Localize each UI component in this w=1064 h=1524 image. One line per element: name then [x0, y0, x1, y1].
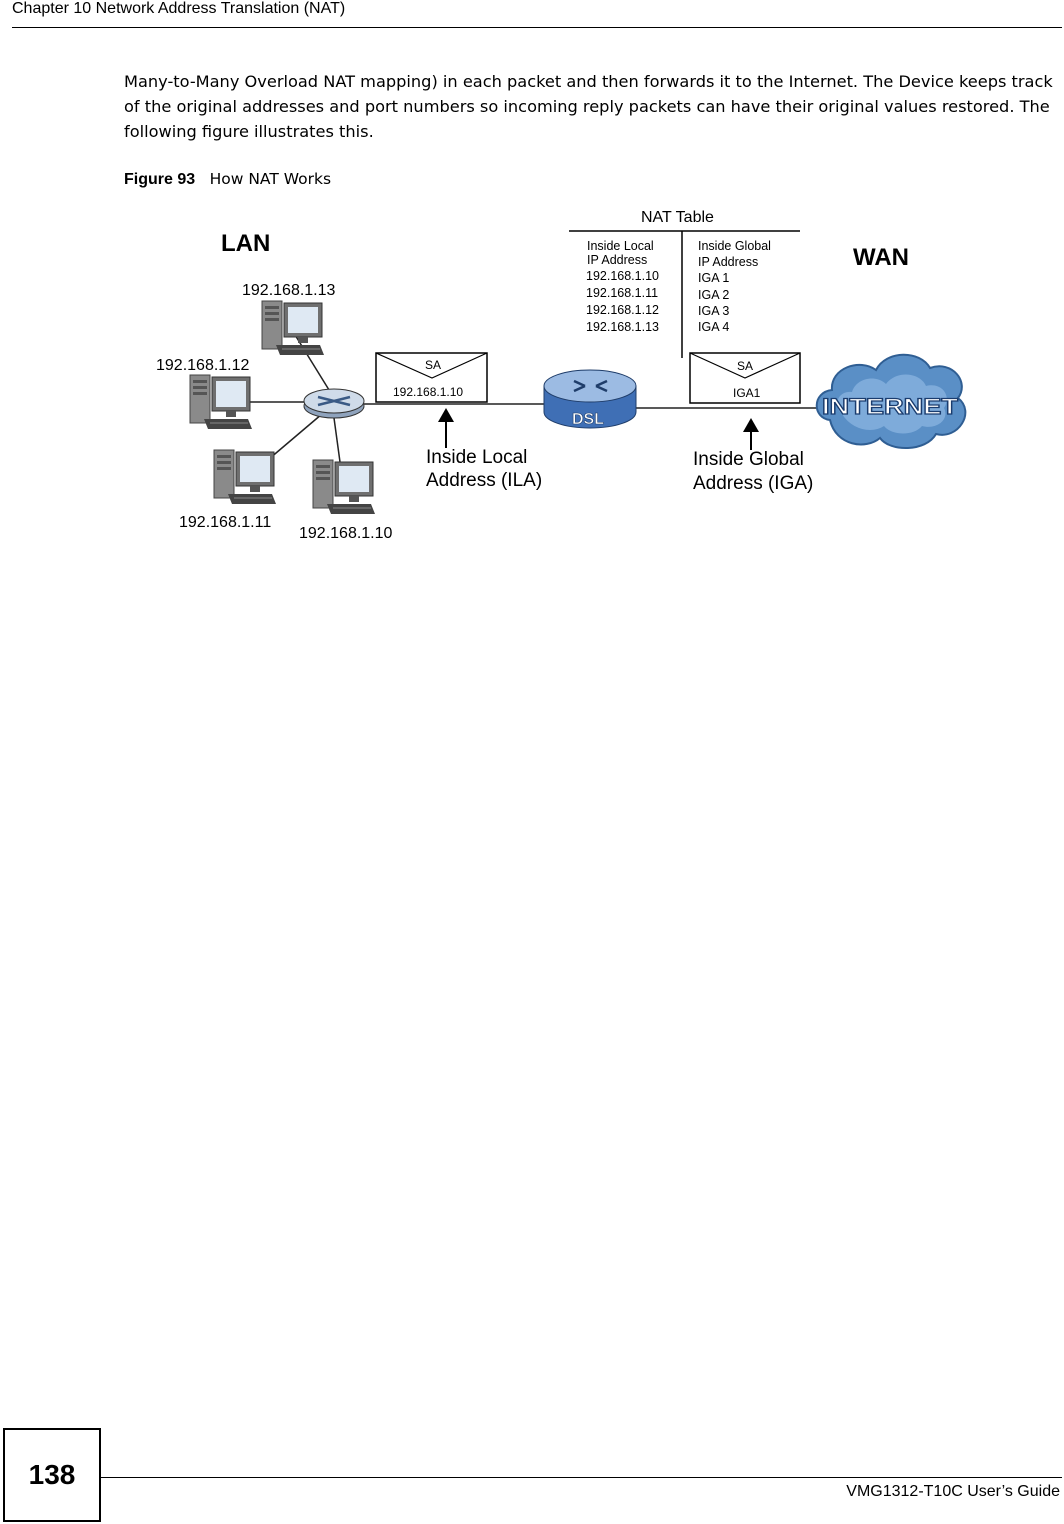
- nat-global-row: IGA 4: [698, 320, 730, 334]
- figure-title: How NAT Works: [209, 170, 332, 188]
- host-ip-label: 192.168.1.10: [299, 525, 393, 542]
- nat-global-row: IGA 2: [698, 288, 730, 302]
- host-ip-label: 192.168.1.11: [179, 514, 272, 531]
- body-paragraph: Many-to-Many Overload NAT mapping) in each packet and then forwards it to the Internet. The Device keeps track of the original addresses and port numbers so incoming reply packets can have their original values restored. The following figure illustrates this.: [124, 72, 1053, 141]
- packet-global: [690, 353, 800, 403]
- computer-icon: [313, 460, 375, 514]
- nat-table-title: NAT Table: [641, 209, 714, 226]
- ila-arrow: [438, 408, 454, 448]
- packet-local-header: SA: [425, 358, 442, 372]
- nat-local-row: 192.168.1.10: [586, 269, 659, 283]
- computer-icon: [190, 375, 252, 429]
- nat-local-row: 192.168.1.11: [586, 286, 659, 300]
- wan-label: WAN: [853, 244, 909, 271]
- page-number: 138: [3, 1428, 101, 1522]
- computer-icon: [262, 301, 324, 355]
- nat-local-header-1: Inside Local: [587, 239, 654, 253]
- lan-label: LAN: [221, 230, 271, 257]
- nat-figure: [0, 0, 1064, 560]
- nat-global-header-2: IP Address: [698, 255, 759, 269]
- iga-label-line2: Address (IGA): [693, 473, 814, 494]
- ila-label-line2: Address (ILA): [426, 470, 543, 491]
- nat-local-row: 192.168.1.12: [586, 303, 659, 317]
- packet-global-value: IGA1: [733, 386, 761, 400]
- footer-rule: [101, 1477, 1062, 1478]
- router-label: DSL: [572, 411, 604, 428]
- nat-global-row: IGA 1: [698, 271, 730, 285]
- host-ip-label: 192.168.1.13: [242, 282, 336, 299]
- cable-pc10: [334, 418, 340, 462]
- packet-global-header: SA: [737, 359, 754, 373]
- router-icon: [544, 370, 636, 428]
- host-ip-label: 192.168.1.12: [156, 357, 250, 374]
- computer-icon: [214, 450, 276, 504]
- iga-label-line1: Inside Global: [693, 449, 804, 470]
- nat-local-row: 192.168.1.13: [586, 320, 659, 334]
- internet-cloud-icon: [817, 355, 966, 448]
- ila-label-line1: Inside Local: [426, 447, 528, 468]
- figure-label: Figure 93: [124, 171, 196, 188]
- nat-global-row: IGA 3: [698, 304, 730, 318]
- chapter-header: Chapter 10 Network Address Translation (NAT): [12, 0, 346, 17]
- switch-icon: [304, 389, 364, 418]
- guide-title: VMG1312-T10C User’s Guide: [846, 1483, 1060, 1500]
- nat-global-header-1: Inside Global: [698, 239, 771, 253]
- nat-local-header-2: IP Address: [587, 253, 648, 267]
- packet-local-value: 192.168.1.10: [393, 385, 464, 399]
- internet-label: INTERNET: [822, 394, 959, 419]
- packet-local: [376, 353, 487, 402]
- iga-arrow: [743, 418, 759, 450]
